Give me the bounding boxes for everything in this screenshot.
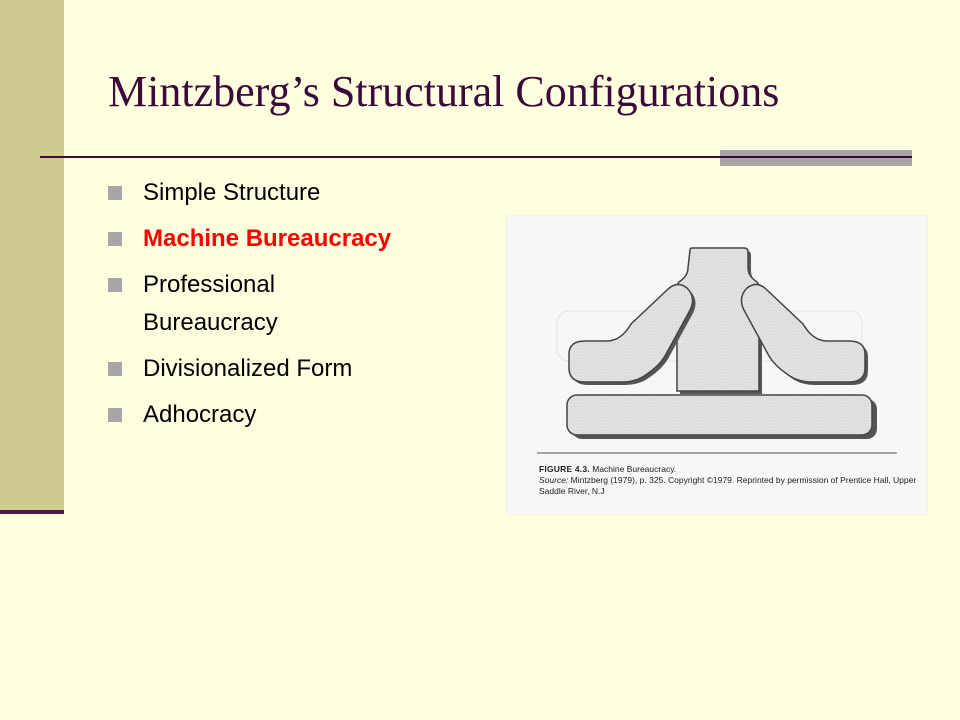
- bullet-item-professional-bureaucracy: [108, 266, 323, 342]
- bullet-text: Machine Bureaucracy: [143, 225, 392, 252]
- square-bullet-icon: [108, 232, 122, 246]
- technostructure-shape: [569, 284, 693, 382]
- bullet-item-machine-bureaucracy: [108, 220, 488, 258]
- bullet-item-divisionalized-form: [108, 350, 488, 388]
- bullet-text: Adhocracy: [143, 401, 257, 428]
- title-divider-accent: [720, 150, 912, 166]
- bullet-item-adhocracy: [108, 396, 488, 434]
- figure-caption-source-line: [539, 475, 919, 497]
- figure-source-prefix: Source:: [539, 475, 569, 485]
- figure-label: FIGURE 4.3.: [539, 464, 590, 474]
- bullet-item-simple-structure: [108, 174, 488, 212]
- square-bullet-icon: [108, 408, 122, 422]
- figure-title: Machine Bureaucracy.: [592, 464, 677, 474]
- figure-source-text: Mintzberg (1979), p. 325. Copyright ©1979. Reprinted by permission of Prentice Hall, Upper Saddle River, N.J: [539, 475, 917, 496]
- bullet-text: Divisionalized Form: [143, 355, 353, 382]
- square-bullet-icon: [108, 362, 122, 376]
- left-accent-underline: [0, 510, 64, 514]
- figure-caption: [539, 464, 919, 497]
- machine-bureaucracy-figure: [507, 216, 927, 514]
- square-bullet-icon: [108, 278, 122, 292]
- bullet-list: [108, 174, 488, 442]
- left-accent-bar: [0, 0, 64, 510]
- bullet-text: Professional Bureaucracy: [143, 271, 278, 336]
- bullet-text: Simple Structure: [143, 179, 321, 206]
- title-divider-accent-line: [720, 156, 912, 158]
- square-bullet-icon: [108, 186, 122, 200]
- operating-core-shape: [567, 395, 872, 435]
- figure-caption-title-line: [539, 464, 919, 475]
- slide-title: Mintzberg’s Structural Configurations: [108, 67, 780, 116]
